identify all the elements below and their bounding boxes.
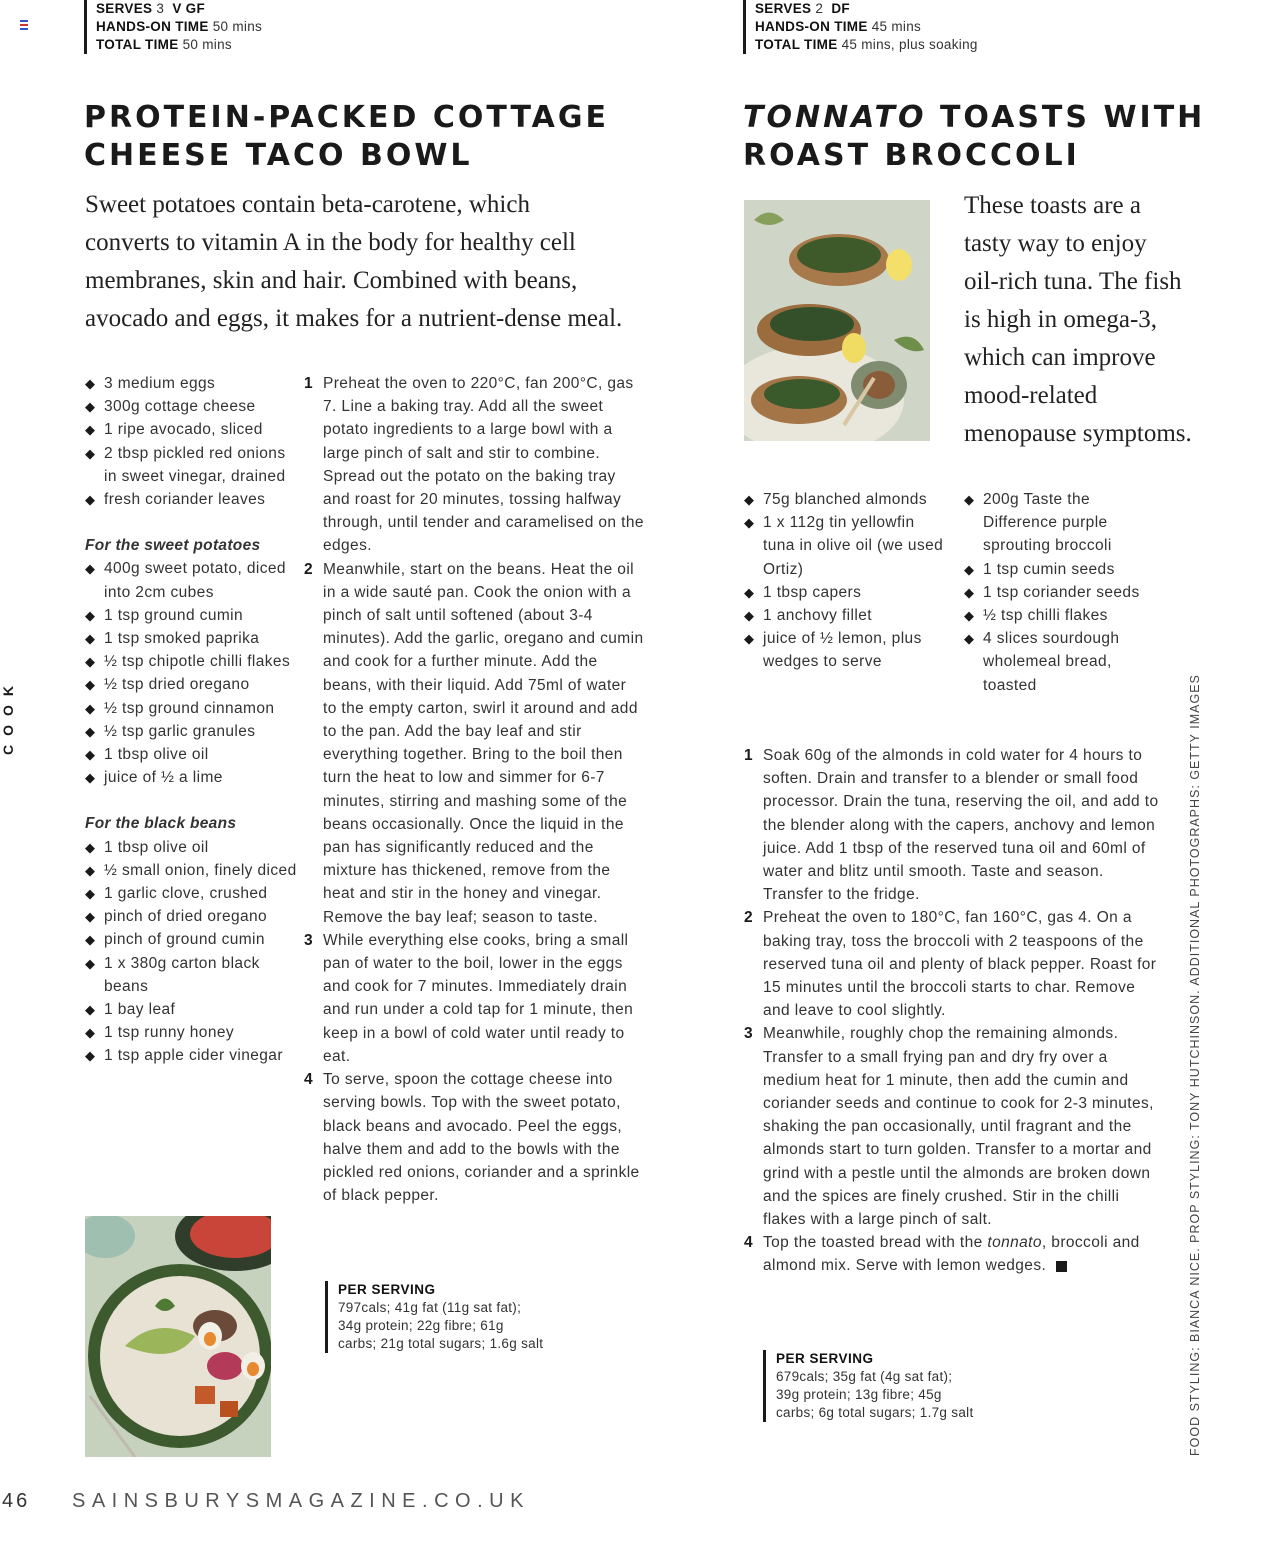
list-item: ◆ 200g Taste the Difference purple sprouting broccoli: [964, 488, 1164, 558]
list-item: ◆ ½ tsp chilli flakes: [964, 604, 1164, 627]
right-recipe-meta: SERVES 2 DF HANDS-ON TIME 45 mins TOTAL TIME 45 mins, plus soaking: [743, 0, 978, 54]
list-item: ◆ 1 tbsp olive oil: [85, 836, 300, 859]
right-per-serving: PER SERVING 679cals; 35g fat (4g sat fat); 39g protein; 13g fibre; 45g carbs; 6g total sugars; 1.7g salt: [763, 1350, 974, 1422]
left-ingredients: [85, 372, 300, 1068]
left-standfirst: Sweet potatoes contain beta-carotene, which converts to vitamin A in the body for healthy cell membranes, skin and hair. Combined with beans, avocado and eggs, it makes for a nutrient-dense meal.: [85, 191, 623, 332]
list-item: ◆ 1 tbsp capers: [744, 581, 944, 604]
list-item: ◆ 1 tsp smoked paprika: [85, 627, 300, 650]
list-item: ◆ 1 tsp cumin seeds: [964, 558, 1164, 581]
method-step: 3 While everything else cooks, bring a small pan of water to the boil, lower in the eggs and cook for 7 minutes. Immediately drain and run under a cold tap for 1 minute, then keep in a bowl of cold water until ready to eat.: [304, 931, 634, 1065]
right-method: [744, 744, 1164, 1278]
left-per-serving: PER SERVING 797cals; 41g fat (11g sat fat); 34g protein; 22g fibre; 61g carbs; 21g total sugars; 1.6g salt: [325, 1281, 543, 1353]
website-link[interactable]: SAINSBURYSMAGAZINE.CO.UK: [72, 1490, 530, 1512]
left-recipe-meta: SERVES 3 V GF HANDS-ON TIME 50 mins TOTAL TIME 50 mins: [84, 0, 262, 54]
list-item: ◆ 3 medium eggs: [85, 372, 300, 395]
list-item: ◆ 1 tsp coriander seeds: [964, 581, 1164, 604]
list-item: ◆ ½ tsp ground cinnamon: [85, 697, 300, 720]
sweet-potatoes-list: [85, 557, 300, 789]
end-square-icon: [1056, 1261, 1067, 1272]
list-item: ◆ 1 bay leaf: [85, 998, 300, 1021]
method-step: 4 Top the toasted bread with the tonnato, broccoli and almond mix. Serve with lemon wedges.: [744, 1234, 1140, 1275]
list-item: ◆ pinch of ground cumin: [85, 928, 300, 951]
list-item: ◆ ½ tsp garlic granules: [85, 720, 300, 743]
method-step: 2 Preheat the oven to 180°C, fan 160°C, gas 4. On a baking tray, toss the broccoli with 2 teaspoons of the reserved tuna oil and plenty of black pepper. Roast for 15 minutes until the broccoli starts to char. Remove and leave to cool slightly.: [744, 909, 1157, 1020]
right-ingredients-col1: [744, 488, 944, 674]
method-step: 4 To serve, spoon the cottage cheese into serving bowls. Top with the sweet potato, black beans and avocado. Peel the eggs, halve them and add to the bowls with the pickled red onions, coriander and a sprinkle of black pepper.: [304, 1071, 640, 1205]
list-item: ◆ 300g cottage cheese: [85, 395, 300, 418]
method-step: 3 Meanwhile, roughly chop the remaining almonds. Transfer to a small frying pan and dry fry over a medium heat for 1 minute, then add the cumin and coriander seeds and continue to cook for 2-3 minutes, shaking the pan occasionally, until fragrant and the almonds start to turn golden. Transfer to a mortar and grind with a pestle until the almonds are broken down and the spices are finely crushed. Stir in the chilli flakes with a large pinch of salt.: [744, 1025, 1154, 1229]
list-item: ◆ 1 garlic clove, crushed: [85, 882, 300, 905]
taco-bowl-photo: [85, 1216, 271, 1457]
list-item: ◆ 2 tbsp pickled red onions in sweet vinegar, drained: [85, 442, 300, 488]
list-item: ◆ 4 slices sourdough wholemeal bread, toasted: [964, 627, 1164, 697]
list-item: ◆ 1 tsp ground cumin: [85, 604, 300, 627]
menu-icon[interactable]: [20, 20, 28, 30]
list-item: ◆ 1 ripe avocado, sliced: [85, 418, 300, 441]
left-method: [304, 372, 644, 1207]
method-step: 1 Preheat the oven to 220°C, fan 200°C, gas 7. Line a baking tray. Add all the sweet potato ingredients to a large bowl with a large pinch of salt and stir to combine. Spread out the potato on the baking tray and roast for 20 minutes, tossing halfway through, until tender and caramelised on the edges.: [304, 375, 644, 555]
black-beans-list: [85, 836, 300, 1068]
right-ingredients-col2: [964, 488, 1164, 697]
method-step: 2 Meanwhile, start on the beans. Heat the oil in a wide sauté pan. Cook the onion with a pinch of salt until softened (about 3-4 minutes). Add the garlic, oregano and cumin and cook for a further minute. Add the beans, with their liquid. Add 75ml of water to the empty carton, swirl it around and add to the pan. Add the bay leaf and stir everything together. Bring to the boil then turn the heat to low and simmer for 6-7 minutes, stirring and mashing some of the beans occasionally. Once the liquid in the pan has significantly reduced and the mixture has thickened, remove from the heat and stir in the honey and vinegar. Remove the bay leaf; season to taste.: [304, 560, 644, 926]
list-item: ◆ fresh coriander leaves: [85, 488, 300, 511]
sweet-potatoes-heading: For the sweet potatoes: [85, 537, 261, 555]
list-item: ◆ ½ tsp chipotle chilli flakes: [85, 650, 300, 673]
tonnato-toasts-photo: [744, 200, 930, 441]
photo-credit: FOOD STYLING: BIANCA NICE. PROP STYLING: TONY HUTCHINSON. ADDITIONAL PHOTOGRAPHS: GETTY IMAGES: [1188, 674, 1202, 1456]
list-item: ◆ 75g blanched almonds: [744, 488, 944, 511]
list-item: ◆ 400g sweet potato, diced into 2cm cubes: [85, 557, 300, 603]
list-item: ◆ juice of ½ lemon, plus wedges to serve: [744, 627, 944, 673]
left-recipe-title: PROTEIN-PACKED COTTAGE CHEESE TACO BOWL: [84, 100, 609, 173]
list-item: ◆ 1 x 380g carton black beans: [85, 952, 300, 998]
method-step: 1 Soak 60g of the almonds in cold water for 4 hours to soften. Drain and transfer to a blender or small food processor. Drain the tuna, reserving the oil, and add to the blender along with the capers, anchovy and lemon juice. Add 1 tbsp of the reserved tuna oil and 60ml of water and blitz until smooth. Taste and season. Transfer to the fridge.: [744, 747, 1159, 904]
black-beans-heading: For the black beans: [85, 815, 237, 833]
main-ingredients-list: [85, 372, 300, 511]
list-item: ◆ ½ tsp dried oregano: [85, 673, 300, 696]
page-number: 46: [2, 1490, 31, 1512]
list-item: ◆ 1 anchovy fillet: [744, 604, 944, 627]
list-item: ◆ pinch of dried oregano: [85, 905, 300, 928]
list-item: ◆ 1 x 112g tin yellowfin tuna in olive oil (we used Ortiz): [744, 511, 944, 581]
list-item: ◆ 1 tsp apple cider vinegar: [85, 1044, 300, 1067]
list-item: ◆ juice of ½ a lime: [85, 766, 300, 789]
list-item: ◆ ½ small onion, finely diced: [85, 859, 300, 882]
list-item: ◆ 1 tbsp olive oil: [85, 743, 300, 766]
section-label: COOK: [0, 677, 16, 755]
right-standfirst: These toasts are a tasty way to enjoy oil-rich tuna. The fish is high in omega-3, which can improve mood-related menopause symptoms.: [964, 192, 1192, 447]
right-recipe-title: TONNATO TOASTS WITH ROAST BROCCOLI: [743, 100, 1206, 173]
list-item: ◆ 1 tsp runny honey: [85, 1021, 300, 1044]
